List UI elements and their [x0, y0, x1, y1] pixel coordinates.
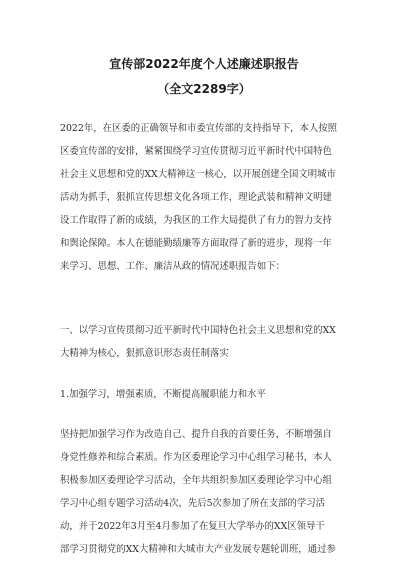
text-line: 活动为抓手，狠抓宣传思想文化各项工作，理论武装和精神文明建: [60, 192, 332, 203]
paragraph-intro: [60, 117, 352, 278]
text-line: 来学习、思想、工作、廉洁从政的情况述职报告如下：: [60, 261, 286, 272]
text-line: 社会主义思想和党的XX大精神这一核心，以开展创建全国文明城市: [60, 169, 336, 180]
text-line: 2022年，在区委的正确领导和市委宣传部的支持指导下，本人按照: [60, 123, 337, 134]
document-subtitle: （全文2289字）: [157, 82, 251, 96]
section-heading-1: [60, 319, 352, 365]
text-line: 设工作取得了新的成绩，为我区的工作大局提供了有力的智力支持: [60, 215, 332, 226]
subsection-heading-1: [60, 383, 352, 406]
text-line: 大精神为核心，狠抓意识形态责任制落实: [60, 348, 229, 359]
text-line: 一、以学习宣传贯彻习近平新时代中国特色社会主义思想和党的XX: [60, 325, 336, 336]
paragraph-study: [60, 423, 352, 561]
text-line: 坚持把加强学习作为改造自己、提升自我的首要任务，不断增强自: [60, 429, 332, 440]
text-line: 积极参加区委理论学习活动，全年共组织参加区委理论学习中心组: [60, 475, 332, 486]
text-line: 1.加强学习，增强素质，不断提高履职能力和水平: [60, 389, 266, 400]
text-line: 区委宣传部的安排，紧紧围绕学习宣传贯彻习近平新时代中国特色: [60, 146, 332, 157]
text-line: 动，并于2022年3月至4月参加了在复旦大学举办的XX区领导干: [60, 521, 325, 532]
text-line: 身党性修养和综合素质。作为区委理论学习中心组学习秘书，本人: [60, 452, 332, 463]
document-title: 宣传部2022年度个人述廉述职报告: [109, 57, 299, 71]
text-line: 和舆论保障。本人在德能勤绩廉等方面取得了新的进步，现将一年: [60, 238, 332, 249]
text-line: 部学习贯彻党的XX大精神和大城市大产业发展专题轮训班，通过参: [60, 544, 336, 555]
text-line: 学习中心组专题学习活动4次，先后5次参加了所在支部的学习活: [60, 498, 326, 509]
